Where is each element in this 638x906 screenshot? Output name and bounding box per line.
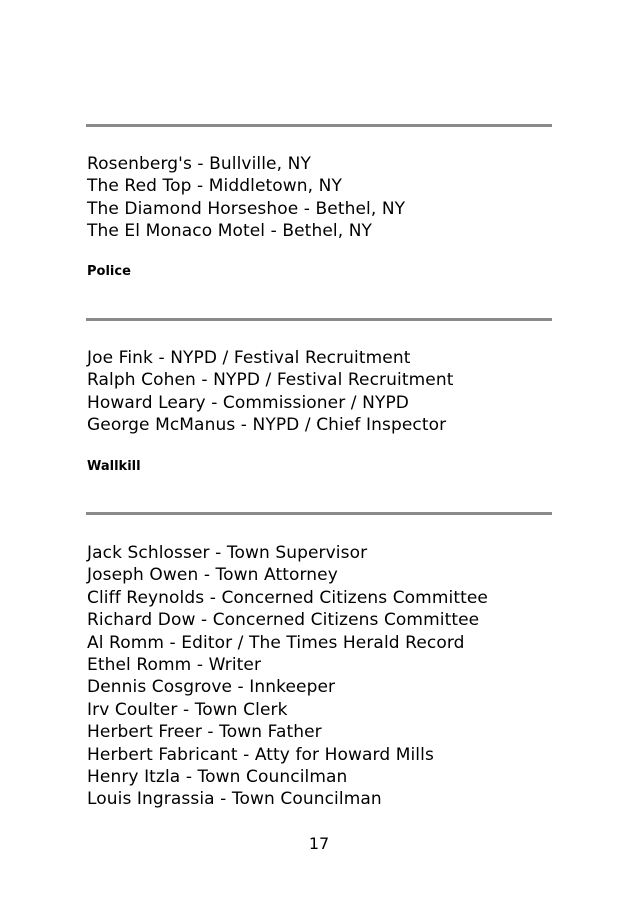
list-item: Louis Ingrassia - Town Councilman [87, 789, 382, 810]
list-item: George McManus - NYPD / Chief Inspector [87, 415, 447, 436]
list-item: The Red Top - Middletown, NY [87, 176, 342, 197]
list-item: Howard Leary - Commissioner / NYPD [87, 392, 409, 413]
list-item: Rosenberg's - Bullville, NY [87, 154, 311, 174]
list-item: Irv Coulter - Town Clerk [87, 699, 288, 720]
list-item: Ralph Cohen - NYPD / Festival Recruitment [87, 370, 454, 391]
list-item: Joe Fink - NYPD / Festival Recruitment [87, 348, 411, 368]
list-item: Al Romm - Editor / The Times Herald Record [87, 632, 465, 653]
section-divider [86, 512, 552, 515]
entry-list-wallkill [87, 542, 488, 811]
list-item: Cliff Reynolds - Concerned Citizens Committee [87, 587, 488, 608]
list-item: The Diamond Horseshoe - Bethel, NY [87, 198, 406, 219]
entry-list-venues [87, 153, 405, 243]
list-item: Henry Itzla - Town Councilman [87, 767, 348, 788]
page-number: 17 [308, 834, 330, 853]
list-item: Herbert Fabricant - Atty for Howard Mills [87, 744, 434, 765]
section-heading-wallkill: Wallkill [87, 459, 141, 474]
list-item: Ethel Romm - Writer [87, 655, 262, 676]
section-heading-police: Police [87, 264, 131, 279]
list-item: Joseph Owen - Town Attorney [87, 565, 338, 586]
list-item: The El Monaco Motel - Bethel, NY [87, 221, 373, 242]
list-item: Richard Dow - Concerned Citizens Committee [87, 610, 480, 631]
list-item: Jack Schlosser - Town Supervisor [87, 543, 368, 563]
list-item: Herbert Freer - Town Father [87, 722, 322, 743]
section-divider [86, 318, 552, 321]
list-item: Dennis Cosgrove - Innkeeper [87, 677, 336, 698]
section-divider [86, 124, 552, 127]
entry-list-police [87, 347, 453, 437]
